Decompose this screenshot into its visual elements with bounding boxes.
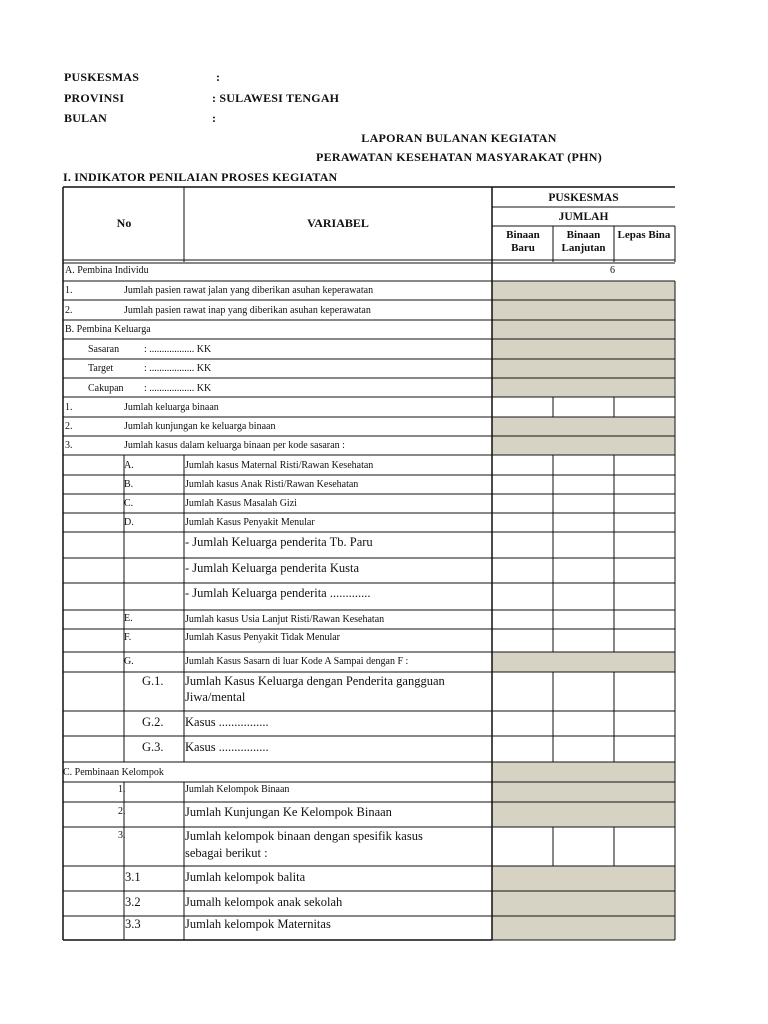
report-title-line1: LAPORAN BULANAN KEGIATAN [361, 131, 557, 145]
row-label: Jumlah Kasus Keluarga dengan Penderita gangguan [185, 674, 445, 688]
row-code: G.3. [142, 740, 164, 754]
row-no: 1. [65, 285, 73, 296]
row-label: Jumlah pasien rawat jalan yang diberikan asuhan keperawatan [124, 285, 374, 296]
row-code: D. [124, 517, 134, 528]
target-fill: : .................. KK [144, 363, 212, 374]
row-code: E. [124, 613, 133, 624]
row-label: - Jumlah Keluarga penderita ............. [185, 586, 371, 600]
shaded-cell [492, 652, 675, 672]
row-label: Kasus ................ [185, 715, 269, 729]
row-code: 3.3 [125, 917, 141, 931]
shaded-cell [492, 300, 675, 320]
col-header-variabel: VARIABEL [307, 216, 369, 230]
row-label: Jumlah kelompok balita [185, 870, 306, 884]
section-title: I. INDIKATOR PENILAIAN PROSES KEGIATAN [63, 170, 338, 184]
shaded-cell [492, 378, 675, 397]
provinsi-label: PROVINSI [64, 91, 125, 105]
row-label-cont: sebagai berikut : [185, 846, 268, 860]
shaded-cell [492, 866, 675, 891]
row-label: Jumlah pasien rawat inap yang diberikan asuhan keperawatan [124, 305, 371, 316]
shaded-cell [492, 916, 675, 940]
shaded-cell [492, 436, 675, 455]
report-title-line2: PERAWATAN KESEHATAN MASYARAKAT (PHN) [315, 150, 603, 164]
row-label: Jumlah Kasus Masalah Gizi [185, 498, 297, 509]
row-label: Jumlah Kasus Penyakit Menular [185, 517, 315, 528]
row-label: Jumlah kunjungan ke keluarga binaan [124, 421, 276, 432]
row-code: C. [124, 498, 134, 509]
row-label: Jumlah kasus Anak Risti/Rawan Kesehatan [185, 479, 359, 490]
section-label-a: A. Pembina Individu [65, 265, 149, 276]
shaded-cell [492, 891, 675, 916]
row-code: 3.1 [125, 870, 141, 884]
row-no: 1. [65, 402, 73, 413]
row-code: G.2. [142, 715, 164, 729]
col-header-binaan-baru: Binaan Baru [506, 229, 540, 255]
row-no: 3. [118, 830, 126, 841]
col-header-no: No [116, 216, 132, 230]
shaded-cell [492, 359, 675, 378]
row-code: G. [124, 656, 134, 667]
row-label: Kasus ................ [185, 740, 269, 754]
row-label: Jumalh kelompok anak sekolah [185, 895, 343, 909]
row-code: B. [124, 479, 134, 490]
section-label-b: B. Pembina Keluarga [65, 324, 151, 335]
row-no: 1. [118, 784, 126, 795]
bulan-value: : [212, 111, 217, 125]
col-header-lepas-bina: Lepas Bina [617, 229, 671, 241]
row-label-cont: Jiwa/mental [185, 690, 246, 704]
row-label: Jumlah Kunjungan Ke Kelompok Binaan [185, 805, 392, 819]
shaded-cell [492, 417, 675, 436]
col-header-jumlah: JUMLAH [558, 211, 609, 223]
sasaran-fill: : .................. KK [144, 344, 212, 355]
shaded-cell [492, 281, 675, 300]
row-label: - Jumlah Keluarga penderita Tb. Paru [185, 535, 373, 549]
col-header-puskesmas: PUSKESMAS [548, 192, 619, 204]
row-label: Jumlah kelompok binaan dengan spesifik kasus [185, 829, 423, 843]
cakupan-label: Cakupan [88, 383, 124, 394]
value-pembina-individu: 6 [610, 265, 615, 276]
row-no: 2. [65, 305, 73, 316]
row-label: Jumlah kasus Maternal Risti/Rawan Kesehatan [185, 460, 374, 471]
row-label: Jumlah kasus Usia Lanjut Risti/Rawan Kesehatan [185, 614, 385, 625]
target-label: Target [88, 363, 114, 374]
row-label: Jumlah Kelompok Binaan [185, 784, 290, 795]
provinsi-value: : SULAWESI TENGAH [212, 91, 340, 105]
row-label: Jumlah Kasus Sasarn di luar Kode A Sampai dengan F : [185, 656, 409, 667]
cakupan-fill: : .................. KK [144, 383, 212, 394]
col-header-binaan-lanjutan: Binaan Lanjutan [561, 229, 606, 255]
shaded-cell [492, 339, 675, 359]
row-label: Jumlah Kasus Penyakit Tidak Menular [185, 632, 340, 643]
shaded-cell [492, 782, 675, 802]
row-label: Jumlah keluarga binaan [124, 402, 219, 413]
row-code: G.1. [142, 674, 164, 688]
row-code: 3.2 [125, 895, 141, 909]
row-no: 2. [118, 806, 126, 817]
puskesmas-value: : [216, 70, 221, 84]
row-label: - Jumlah Keluarga penderita Kusta [185, 561, 360, 575]
row-code: A. [124, 460, 134, 471]
sasaran-label: Sasaran [88, 344, 120, 355]
row-no: 3. [65, 440, 73, 451]
row-no: 2. [65, 421, 73, 432]
row-label: Jumlah kelompok Maternitas [185, 917, 331, 931]
bulan-label: BULAN [64, 111, 108, 125]
puskesmas-label: PUSKESMAS [64, 70, 140, 84]
row-code: F. [124, 632, 132, 643]
shaded-cell [492, 802, 675, 827]
row-label: Jumlah kasus dalam keluarga binaan per kode sasaran : [124, 440, 345, 451]
section-label-c: C. Pembinaan Kelompok [63, 767, 164, 778]
shaded-cell [492, 320, 675, 339]
shaded-cell [492, 762, 675, 782]
